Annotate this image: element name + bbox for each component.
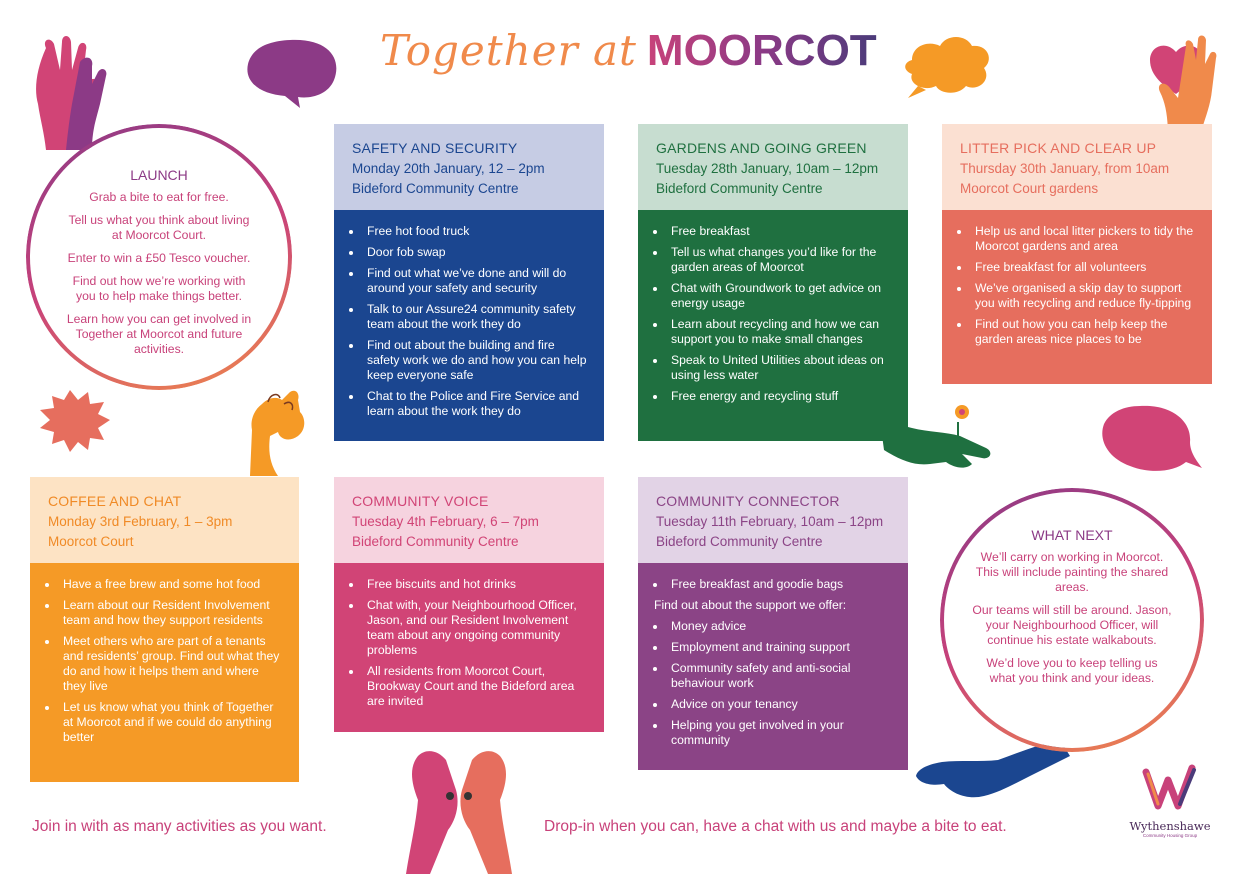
list-item: • All residents from Moorcot Court, Brookway Court and the Bideford area are invited bbox=[363, 664, 588, 709]
card-date: Tuesday 11th February, 10am – 12pm bbox=[656, 514, 884, 529]
list-item: • Free breakfast and goodie bags bbox=[667, 577, 892, 592]
list-item: • Tell us what changes you’d like for the garden areas of Moorcot bbox=[667, 245, 892, 275]
card-date: Tuesday 28th January, 10am – 12pm bbox=[656, 161, 879, 176]
list-item: • Find out about the building and fire safety work we do and how you can help keep everyone safe bbox=[363, 338, 588, 383]
card-venue: Moorcot Court gardens bbox=[960, 181, 1099, 196]
footer-left-text: Join in with as many activities as you want. bbox=[32, 818, 327, 835]
card-heading: COFFEE AND CHAT bbox=[48, 493, 182, 509]
coffee-card-header bbox=[30, 477, 299, 563]
what-next-line: Our teams will still be around. Jason, your Neighbourhood Officer, will continue his estate walkabouts. bbox=[972, 603, 1172, 647]
voice-card-body bbox=[334, 563, 604, 732]
wythenshawe-logo bbox=[1128, 764, 1212, 838]
hand-ok-icon bbox=[250, 391, 304, 476]
card-date: Thursday 30th January, from 10am bbox=[960, 161, 1170, 176]
list-item: • Chat with, your Neighbourhood Officer, Jason, and our Resident Involvement team about any ongoing community problems bbox=[363, 598, 588, 658]
list-item: • Advice on your tenancy bbox=[667, 697, 892, 712]
list-item: • Chat to the Police and Fire Service and learn about the work they do bbox=[363, 389, 588, 419]
speech-bubble-pink-icon bbox=[1102, 406, 1202, 471]
list-item: • Learn about our Resident Involvement team and how they support residents bbox=[59, 598, 283, 628]
safety-card-body bbox=[334, 210, 604, 441]
launch-line: Enter to win a £50 Tesco voucher. bbox=[67, 251, 251, 265]
list-item: • Have a free brew and some hot food bbox=[59, 577, 283, 592]
launch-title: LAUNCH bbox=[130, 167, 188, 183]
what-next-circle bbox=[944, 492, 1200, 748]
what-next-line: We’ll carry on working in Moorcot. This will include painting the shared areas. bbox=[975, 550, 1169, 594]
card-heading: LITTER PICK AND CLEAR UP bbox=[960, 140, 1157, 156]
card-date: Monday 3rd February, 1 – 3pm bbox=[48, 514, 233, 529]
what-next-line: We’d love you to keep telling us what you think and your ideas. bbox=[986, 656, 1158, 685]
launch-circle bbox=[30, 128, 288, 386]
connector-intro: Find out about the support we offer: bbox=[654, 598, 847, 612]
list-item: • Free energy and recycling stuff bbox=[667, 389, 892, 404]
title-main: MOORCOT bbox=[646, 26, 877, 75]
list-item: • Chat with Groundwork to get advice on energy usage bbox=[667, 281, 892, 311]
list-item: • Money advice bbox=[667, 619, 892, 634]
gardens-card-header bbox=[638, 124, 908, 210]
connector-card bbox=[638, 477, 908, 770]
list-item: • Find out how you can help keep the garden areas nice places to be bbox=[971, 317, 1196, 347]
safety-card bbox=[334, 124, 604, 441]
litter-card bbox=[942, 124, 1212, 384]
launch-line: Grab a bite to eat for free. bbox=[89, 190, 229, 204]
gardens-card-body bbox=[638, 210, 908, 441]
footer-right-text: Drop-in when you can, have a chat with us and maybe a bite to eat. bbox=[544, 818, 1007, 835]
list-item: • Help us and local litter pickers to tidy the Moorcot gardens and area bbox=[971, 224, 1196, 254]
logo-sub: Community Housing Group bbox=[1142, 833, 1198, 838]
what-next-title: WHAT NEXT bbox=[1031, 527, 1113, 543]
card-venue: Bideford Community Centre bbox=[352, 181, 519, 196]
list-item: • Free biscuits and hot drinks bbox=[363, 577, 588, 592]
launch-line: Find out how we’re working with you to help make things better. bbox=[72, 274, 246, 303]
litter-card-body bbox=[942, 210, 1212, 384]
list-item: • Free breakfast bbox=[667, 224, 892, 239]
voice-card bbox=[334, 477, 604, 732]
litter-card-header bbox=[942, 124, 1212, 210]
card-venue: Bideford Community Centre bbox=[656, 534, 823, 549]
cloud-orange-icon bbox=[905, 37, 989, 93]
card-venue: Bideford Community Centre bbox=[656, 181, 823, 196]
card-venue: Bideford Community Centre bbox=[352, 534, 519, 549]
coffee-card bbox=[30, 477, 299, 782]
list-item: • Helping you get involved in your community bbox=[667, 718, 892, 748]
page-title bbox=[380, 26, 877, 96]
safety-card-header bbox=[334, 124, 604, 210]
logo-w-icon bbox=[1140, 764, 1200, 814]
connector-card-header bbox=[638, 477, 908, 563]
card-heading: COMMUNITY CONNECTOR bbox=[656, 493, 840, 509]
list-item: • We’ve organised a skip day to support you with recycling and reduce fly-tipping bbox=[971, 281, 1196, 311]
starburst-icon bbox=[40, 390, 110, 452]
list-item: • Speak to United Utilities about ideas on using less water bbox=[667, 353, 892, 383]
list-item: • Door fob swap bbox=[363, 245, 588, 260]
title-script: Together at bbox=[380, 26, 637, 75]
hands-heart-icon bbox=[406, 751, 458, 874]
list-item: • Find out what we’ve done and will do around your safety and security bbox=[363, 266, 588, 296]
list-item: • Community safety and anti-social behaviour work bbox=[667, 661, 892, 691]
card-venue: Moorcot Court bbox=[48, 534, 134, 549]
connector-card-body bbox=[638, 563, 908, 770]
launch-line: Learn how you can get involved in Together at Moorcot and future activities. bbox=[66, 312, 252, 356]
list-item: • Meet others who are part of a tenants and residents’ group. Find out what they do and how it helps them and where they live bbox=[59, 634, 283, 694]
card-date: Monday 20th January, 12 – 2pm bbox=[352, 161, 545, 176]
list-item: • Let us know what you think of Together at Moorcot and if we could do anything better bbox=[59, 700, 283, 745]
list-item: • Employment and training support bbox=[667, 640, 892, 655]
gardens-card bbox=[638, 124, 908, 441]
card-heading: SAFETY AND SECURITY bbox=[352, 140, 518, 156]
list-item: • Learn about recycling and how we can support you to make small changes bbox=[667, 317, 892, 347]
speech-bubble-purple-icon bbox=[247, 40, 336, 108]
voice-card-header bbox=[334, 477, 604, 563]
card-heading: COMMUNITY VOICE bbox=[352, 493, 489, 509]
list-item: • Free breakfast for all volunteers bbox=[971, 260, 1196, 275]
coffee-card-body bbox=[30, 563, 299, 782]
list-item: • Free hot food truck bbox=[363, 224, 588, 239]
list-item: • Talk to our Assure24 community safety team about the work they do bbox=[363, 302, 588, 332]
launch-line: Tell us what you think about living at Moorcot Court. bbox=[68, 213, 250, 242]
logo-name: Wythenshawe bbox=[1129, 819, 1211, 833]
card-date: Tuesday 4th February, 6 – 7pm bbox=[352, 514, 539, 529]
card-heading: GARDENS AND GOING GREEN bbox=[656, 140, 867, 156]
